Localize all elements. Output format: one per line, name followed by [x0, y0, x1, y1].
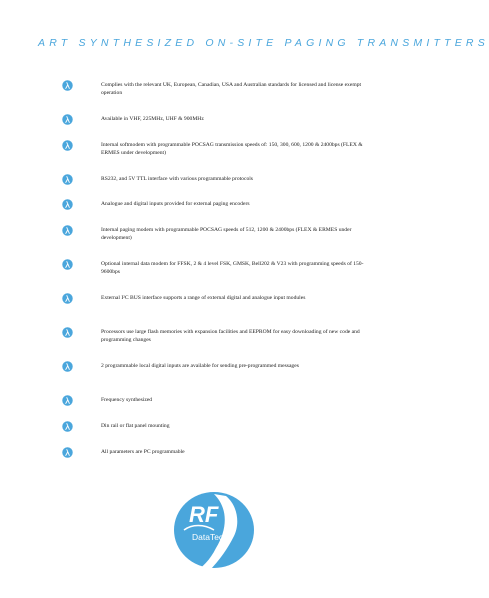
feature-text: All parameters are PC programmable: [101, 449, 185, 455]
svg-text:DataTech: DataTech: [192, 532, 228, 542]
lambda-bullet-icon: [62, 225, 73, 236]
feature-text: Optional internal data modem for FFSK, 2 & 4 level FSK, GMSK, Bell202 & V23 with programming speeds of 150-9600bps: [101, 261, 364, 276]
feature-text: RS232, and 5V TTL interface with various programmable protocols: [101, 176, 253, 182]
lambda-bullet-icon: [62, 293, 73, 304]
page-title: ART SYNTHESIZED ON-SITE PAGING TRANSMITTERS: [38, 37, 489, 49]
feature-text: Analogue and digital inputs provided for external paging encoders: [101, 201, 250, 207]
lambda-bullet-icon: [62, 259, 73, 270]
rf-datatech-logo: [164, 484, 264, 574]
feature-text: Frequency synthesized: [101, 397, 153, 403]
feature-text: Internal softmodem with programmable POCSAG transmission speeds of: 150, 300, 600, 1200 & 2400bps (FLEX & ERMES under development): [101, 142, 363, 157]
lambda-bullet-icon: [62, 140, 73, 151]
lambda-bullet-icon: [62, 361, 73, 372]
lambda-bullet-icon: [62, 395, 73, 406]
feature-text: Din rail or flat panel mounting: [101, 423, 170, 429]
lambda-bullet-icon: [62, 199, 73, 210]
lambda-bullet-icon: [62, 327, 73, 338]
feature-text: Processors use large flash memories with expansion facilities and EEPROM for easy downloading of new code and programming changes: [101, 329, 360, 344]
svg-text:RF: RF: [189, 502, 219, 527]
lambda-bullet-icon: [62, 114, 73, 125]
lambda-bullet-icon: [62, 174, 73, 185]
feature-text: Complies with the relevant UK, European, Canadian, USA and Australian standards for licensed and license exempt operation: [101, 82, 362, 97]
lambda-bullet-icon: [62, 421, 73, 432]
lambda-bullet-icon: [62, 80, 73, 91]
feature-text: 2 programmable local digital inputs are available for sending pre-programmed messages: [101, 363, 299, 369]
feature-text: External I²C BUS interface supports a range of external digital and analogue input modules: [101, 295, 306, 301]
lambda-bullet-icon: [62, 447, 73, 458]
feature-text: Internal paging modem with programmable POCSAG speeds of 512, 1200 & 2400bps (FLEX & ERMES under development): [101, 227, 352, 242]
feature-text: Available in VHF, 225MHz, UHF & 900MHz: [101, 116, 204, 122]
